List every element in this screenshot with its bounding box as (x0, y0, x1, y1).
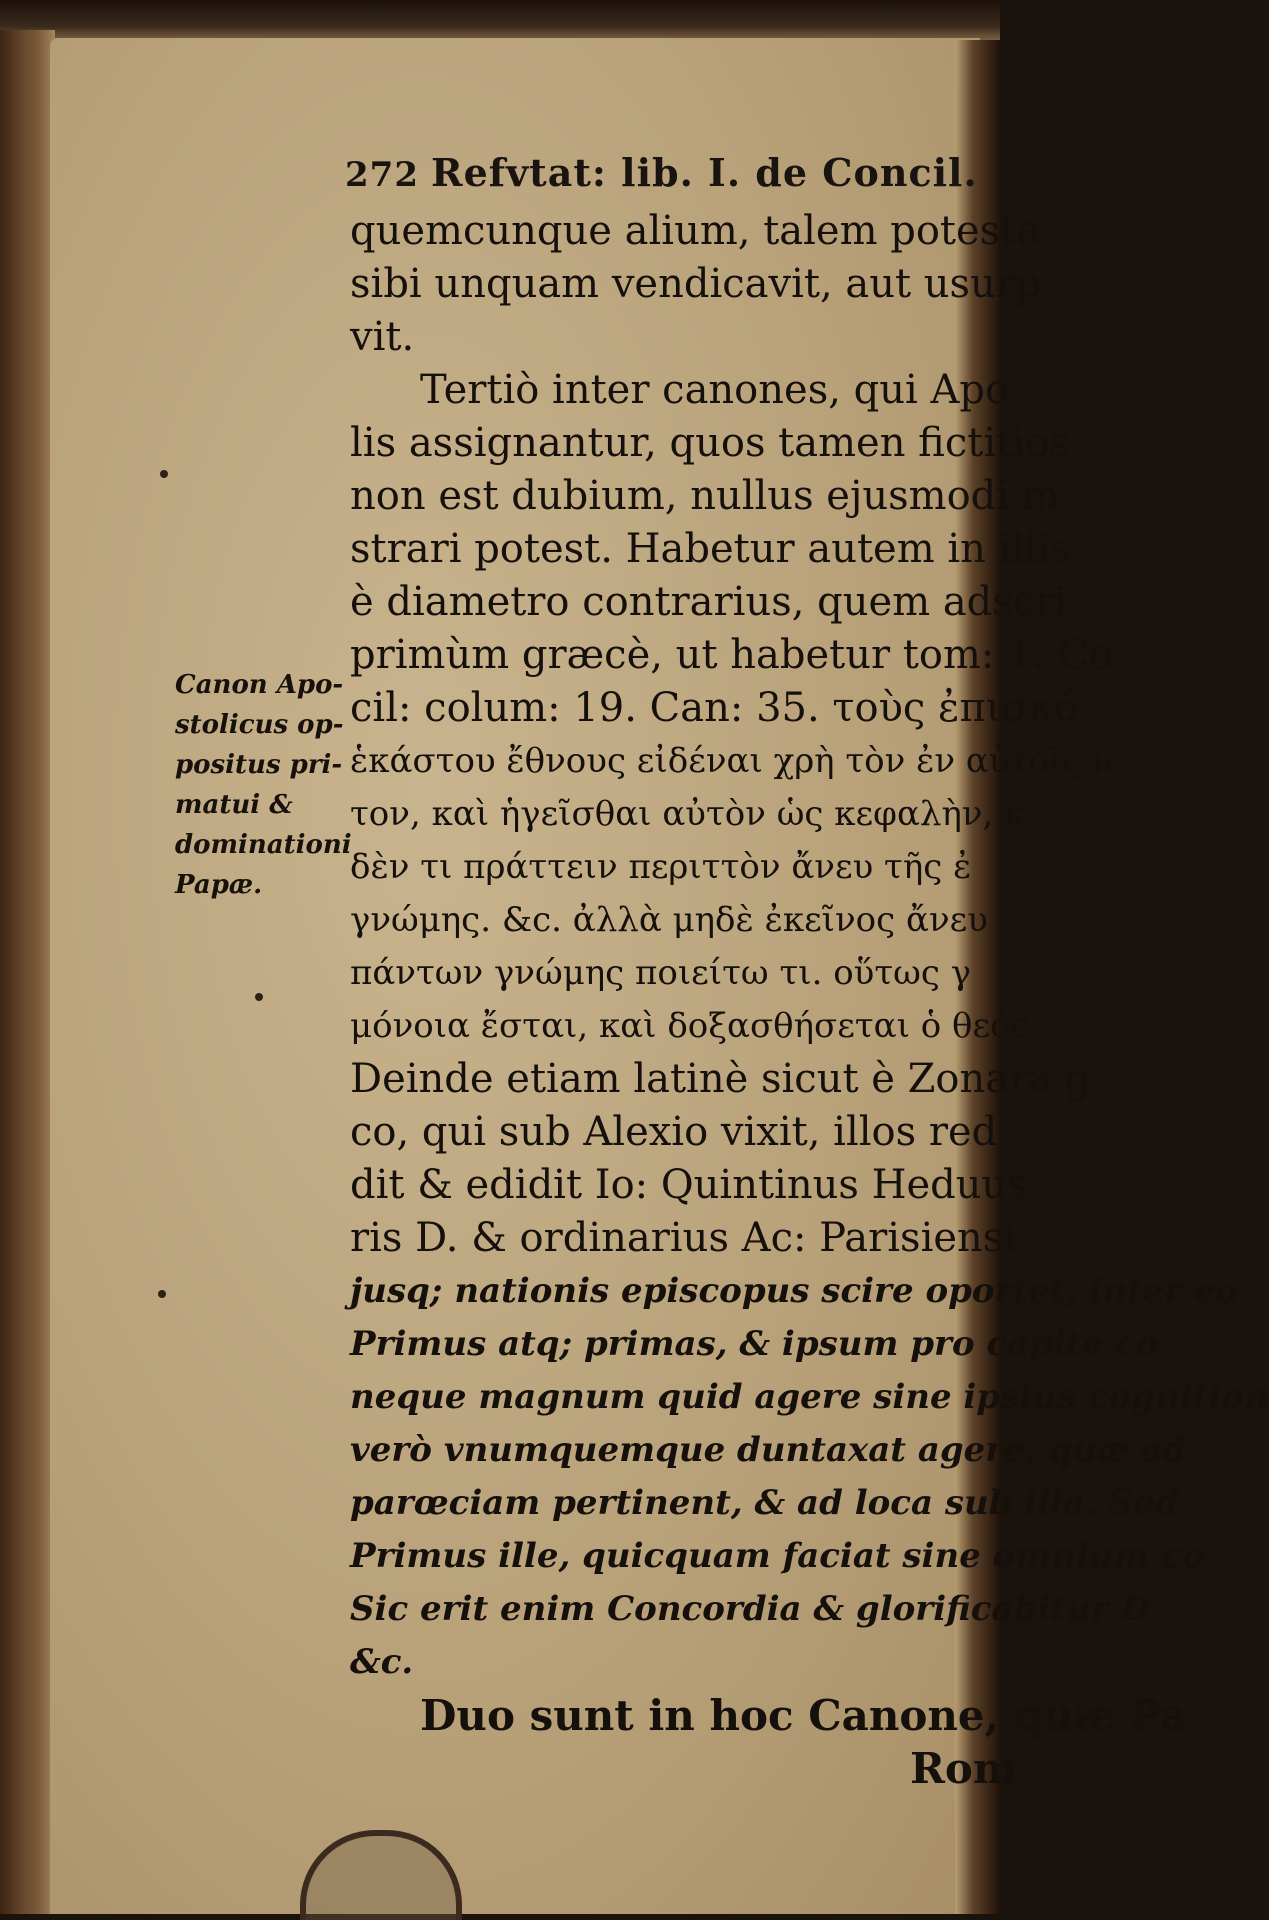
text-line: ris D. & ordinarius Ac: Parisiensi (350, 1215, 1017, 1261)
italic-line: Primus atq; primas, & ipsum pro capite co (350, 1324, 1159, 1364)
text-line: strari potest. Habetur autem in illis (350, 526, 1071, 572)
page-number: 272 (345, 155, 419, 195)
italic-line: Sic erit enim Concordia & glorificabitur D (350, 1589, 1150, 1629)
greek-line: γνώμης. &c. ἀλλὰ μηδὲ ἐκεῖνος ἄνευ (350, 900, 988, 940)
marginal-line: Canon Apo- (175, 670, 344, 700)
marginal-line: matui & (175, 790, 293, 820)
running-header (345, 150, 985, 200)
greek-line: τον, καὶ ἡγεῖσθαι αὐτὸν ὡς κεφαλὴν, κ (350, 794, 1026, 834)
text-line: co, qui sub Alexio vixit, illos red (350, 1109, 998, 1155)
italic-line: Primus ille, quicquam faciat sine omnium co (350, 1536, 1205, 1576)
marginal-line: Papæ. (175, 870, 263, 900)
body-text (350, 205, 1269, 1795)
text-line: dit & edidit Io: Quintinus Heduus (350, 1162, 1028, 1208)
text-line: Tertiò inter canones, qui Apo (420, 367, 1010, 413)
text-line: Deinde etiam latinè sicut è Zonara g (350, 1056, 1091, 1102)
greek-line: μόνοια ἔσται, καὶ δοξασθήσεται ὁ θεός (350, 1006, 1030, 1046)
ink-speck (160, 470, 168, 478)
italic-line: parœciam pertinent, & ad loca sub illa. Sed (350, 1483, 1179, 1523)
greek-line: ἑκάστου ἔθνους εἰδέναι χρὴ τὸν ἐν αὐτοῖς π (350, 741, 1115, 781)
text-line: primùm græcè, ut habetur tom: 1. Co (350, 632, 1113, 678)
text-line: lis assignantur, quos tamen fictitios (350, 420, 1070, 466)
text-line: Duo sunt in hoc Canone, quæ Pa (420, 1691, 1188, 1740)
greek-line: πάντων γνώμης ποιείτω τι. οὕτως γ (350, 953, 972, 993)
italic-line: &c. (350, 1642, 414, 1682)
text-line: quemcunque alium, talem potesta (350, 208, 1041, 254)
text-line: vit. (350, 314, 415, 360)
text-line: sibi unquam vendicavit, aut usurp (350, 261, 1041, 307)
italic-line: verò vnumquemque duntaxat agere, quæ ad (350, 1430, 1187, 1470)
marginal-note (175, 665, 352, 905)
greek-line: δὲν τι πράττειν περιττὸν ἄνευ τῆς ἐ (350, 847, 972, 887)
ink-speck (255, 993, 263, 1001)
text-line: è diametro contrarius, quem adscri (350, 579, 1068, 625)
running-title: Refvtat: lib. I. de Concil. (430, 150, 978, 195)
catchword: Rom (910, 1744, 1018, 1793)
marginal-line: stolicus op- (175, 710, 344, 740)
marginal-line: positus pri- (175, 750, 343, 780)
text-line: non est dubium, nullus ejusmodi m (350, 473, 1060, 519)
marginal-line: dominationi (175, 830, 352, 860)
italic-line: jusq; nationis episcopus scire oportet, inter eo (350, 1271, 1239, 1311)
italic-line: neque magnum quid agere sine ipsius cognition (350, 1377, 1269, 1417)
book-spine-edge (0, 30, 55, 1914)
ink-speck (158, 1290, 166, 1298)
text-line: cil: colum: 19. Can: 35. τοὺς ἐπισκό (350, 685, 1078, 731)
